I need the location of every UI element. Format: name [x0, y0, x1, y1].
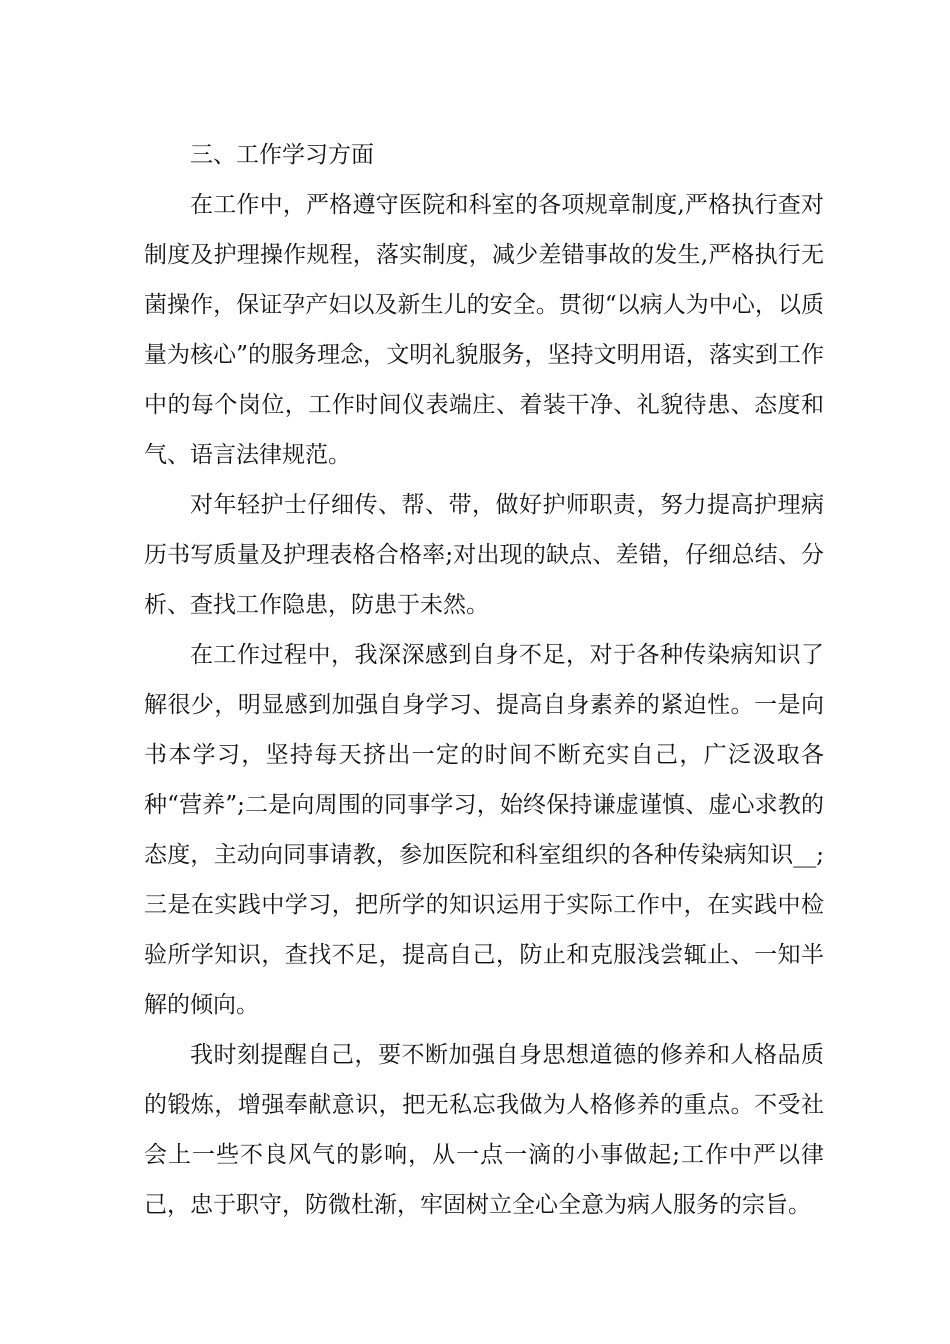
section-heading: 三、工作学习方面: [190, 142, 374, 168]
paragraph-self-cultivation: 我时刻提醒自己，要不断加强自身思想道德的修养和人格品质的锻炼，增强奉献意识，把无私忘我做为人格修养的重点。不受社会上一些不良风气的影响，从一点一滴的小事做起;工作中严以律己，忠于职守，防微杜渐，牢固树立全心全意为病人服务的宗旨。: [144, 1042, 824, 1218]
document-body: [144, 130, 824, 1230]
paragraph-work-rules: 在工作中，严格遵守医院和科室的各项规章制度,严格执行查对制度及护理操作规程，落实制度，减少差错事故的发生,严格执行无菌操作，保证孕产妇以及新生儿的安全。贯彻“以病人为中心，以质量为核心”的服务理念，文明礼貌服务，坚持文明用语，落实到工作中的每个岗位，工作时间仪表端庄、着装干净、礼貌待患、态度和气、语言法律规范。: [144, 192, 824, 468]
paragraph-learning: 在工作过程中，我深深感到自身不足，对于各种传染病知识了解很少，明显感到加强自身学习、提高自身素养的紧迫性。一是向书本学习，坚持每天挤出一定的时间不断充实自己，广泛汲取各种“营养”;二是向周围的同事学习，始终保持谦虚谨慎、虚心求教的态度，主动向同事请教，参加医院和科室组织的各种传染病知识__;三是在实践中学习，把所学的知识运用于实际工作中，在实践中检验所学知识，查找不足，提高自己，防止和克服浅尝辄止、一知半解的倾向。: [144, 642, 824, 1018]
paragraph-mentoring: 对年轻护士仔细传、帮、带，做好护师职责，努力提高护理病历书写质量及护理表格合格率;对出现的缺点、差错，仔细总结、分析、查找工作隐患，防患于未然。: [144, 492, 824, 618]
